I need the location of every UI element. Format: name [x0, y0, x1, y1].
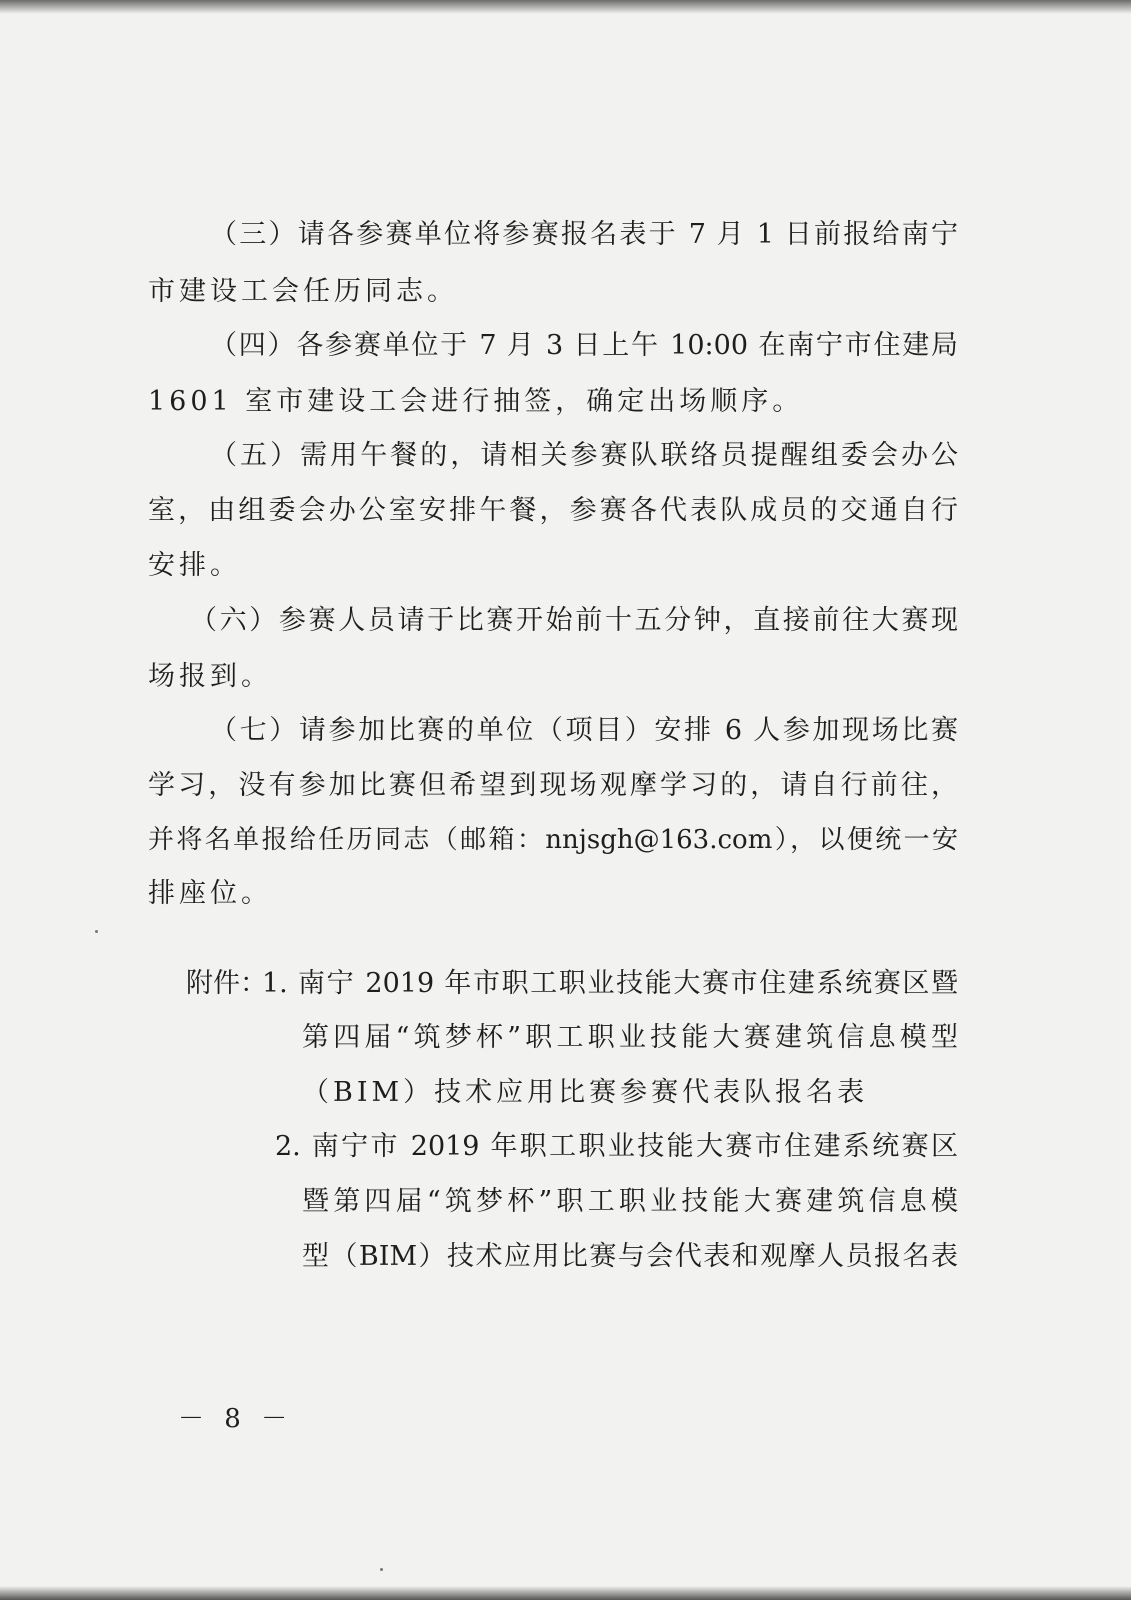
paragraph-line: 学习，没有参加比赛但希望到现场观摩学习的，请自行前往， — [148, 770, 958, 801]
paragraph-line: （六）参赛人员请于比赛开始前十五分钟，直接前往大赛现 — [190, 605, 958, 636]
paragraph-line: 并将名单报给任历同志（邮箱：nnjsgh@163.com），以便统一安 — [148, 825, 958, 855]
paragraph-line: （三）请各参赛单位将参赛报名表于 7 月 1 日前报给南宁 — [210, 219, 958, 250]
attachment-line: 2. 南宁市 2019 年职工职业技能大赛市住建系统赛区 — [275, 1131, 958, 1162]
attachment-line: 暨第四届“筑梦杯”职工职业技能大赛建筑信息模 — [302, 1186, 958, 1217]
paragraph-line: 场报到。 — [148, 661, 272, 692]
paragraph-line: 市建设工会任历同志。 — [148, 276, 458, 307]
paragraph-line: （五）需用午餐的，请相关参赛队联络员提醒组委会办公 — [210, 440, 958, 471]
paragraph-line: 1601 室市建设工会进行抽签，确定出场顺序。 — [148, 386, 804, 417]
attachment-line: 第四届“筑梦杯”职工职业技能大赛建筑信息模型 — [302, 1022, 958, 1053]
paragraph-line: 安排。 — [148, 550, 241, 581]
attachment-line: （BIM）技术应用比赛参赛代表队报名表 — [302, 1077, 869, 1108]
attachment-line: 1. 南宁 2019 年市职工职业技能大赛市住建系统赛区暨 — [262, 968, 958, 999]
attachment-line: 型（BIM）技术应用比赛与会代表和观摩人员报名表 — [302, 1241, 958, 1272]
paragraph-line: 排座位。 — [148, 878, 272, 909]
scan-speck — [380, 1568, 383, 1571]
scan-edge-bottom — [0, 1586, 1131, 1600]
page-number: － 8 － — [178, 1404, 294, 1434]
paragraph-line: （四）各参赛单位于 7 月 3 日上午 10:00 在南宁市住建局 — [210, 330, 958, 361]
paragraph-line: 室，由组委会办公室安排午餐，参赛各代表队成员的交通自行 — [148, 495, 958, 526]
scan-edge-top — [0, 0, 1131, 14]
attachments-label: 附件： — [186, 968, 267, 999]
scan-speck — [95, 930, 98, 933]
paragraph-line: （七）请参加比赛的单位（项目）安排 6 人参加现场比赛 — [210, 715, 958, 746]
